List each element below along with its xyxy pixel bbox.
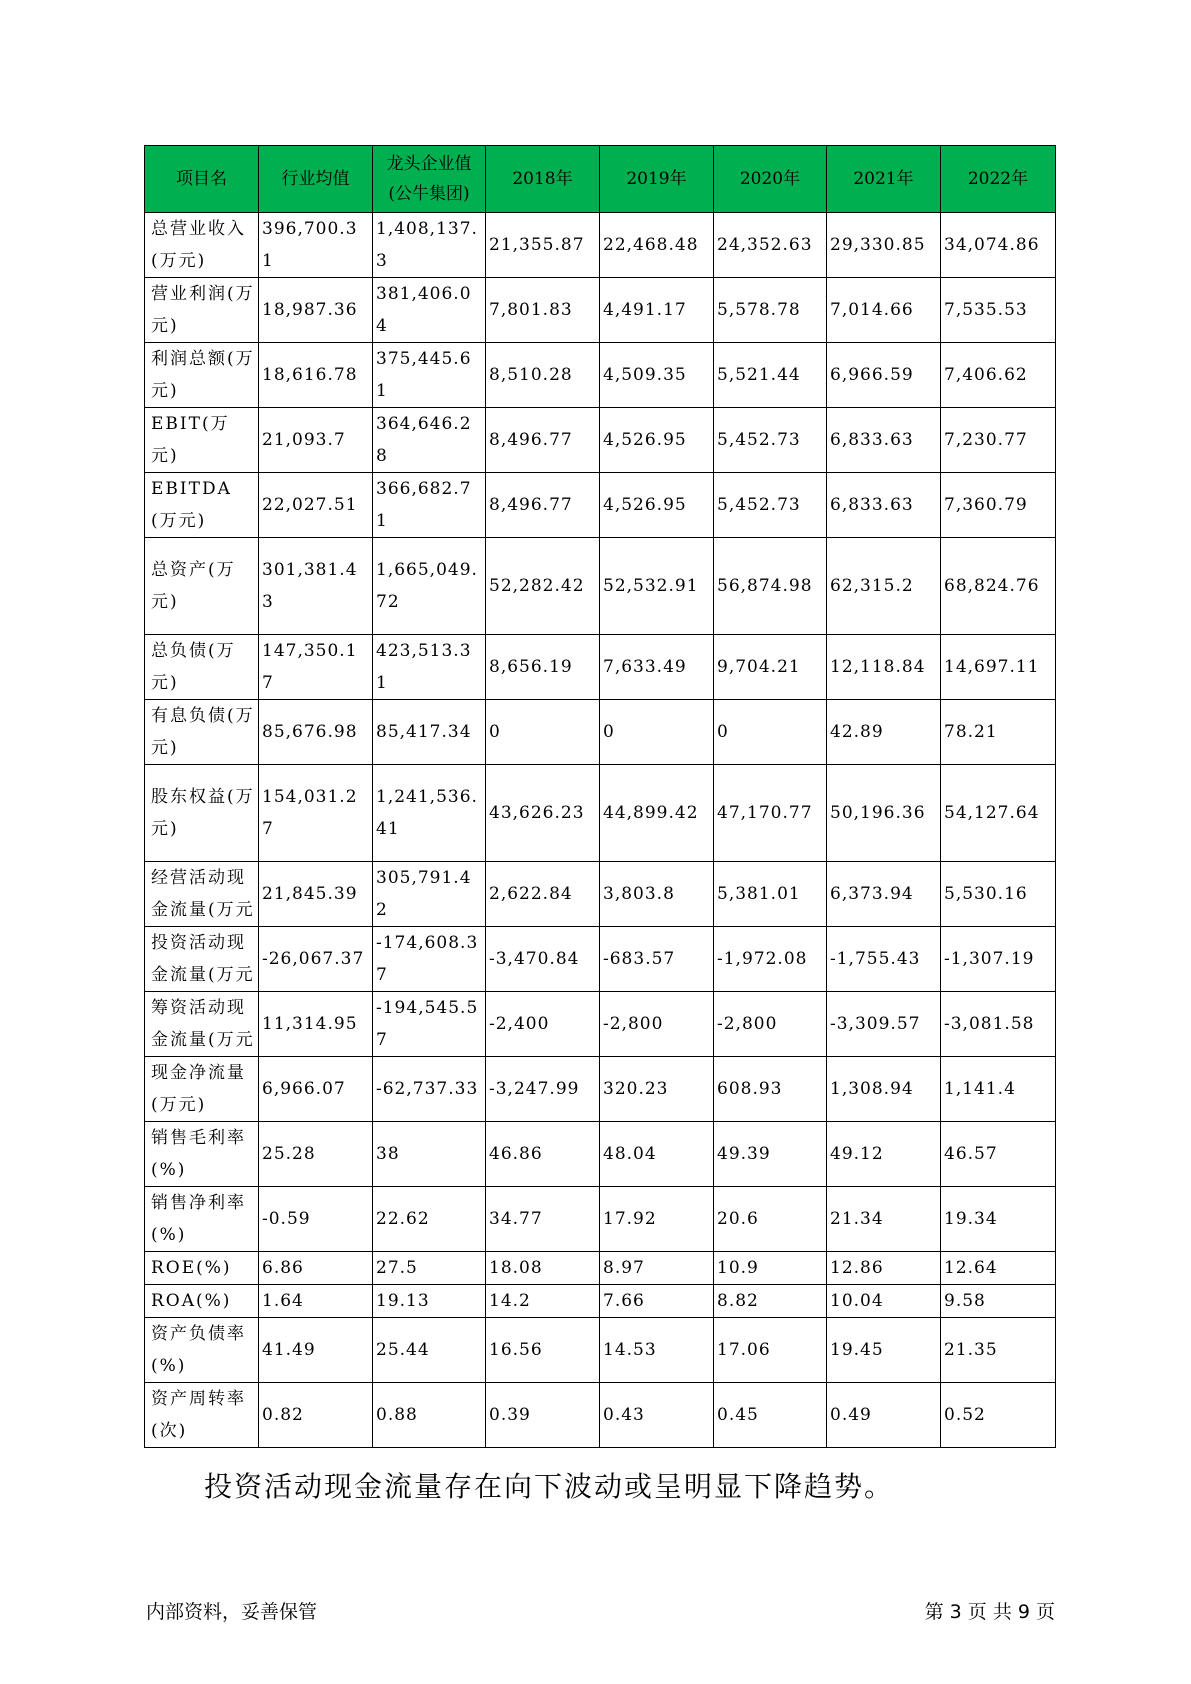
value-cell: -3,470.84 (486, 927, 600, 992)
value-cell: -194,545.57 (373, 992, 486, 1057)
value-cell: 20.6 (714, 1187, 827, 1252)
value-cell: 8,496.77 (486, 473, 600, 538)
row-label: 销售毛利率(%) (145, 1122, 259, 1187)
value-cell: -1,972.08 (714, 927, 827, 992)
value-cell: 6,833.63 (827, 408, 941, 473)
value-cell: 1,141.4 (941, 1057, 1056, 1122)
value-cell: 7,230.77 (941, 408, 1056, 473)
value-cell: 46.57 (941, 1122, 1056, 1187)
value-cell: 34.77 (486, 1187, 600, 1252)
value-cell: 5,578.78 (714, 278, 827, 343)
value-cell: -1,755.43 (827, 927, 941, 992)
value-cell: 34,074.86 (941, 213, 1056, 278)
value-cell: 19.13 (373, 1285, 486, 1318)
value-cell: 0.82 (259, 1383, 373, 1448)
table-row (145, 343, 1056, 408)
value-cell: 8.97 (600, 1252, 714, 1285)
value-cell: 18.08 (486, 1252, 600, 1285)
value-cell: 2,622.84 (486, 862, 600, 927)
value-cell: -2,800 (714, 992, 827, 1057)
value-cell: 14,697.11 (941, 635, 1056, 700)
value-cell: 25.44 (373, 1318, 486, 1383)
value-cell: 4,526.95 (600, 408, 714, 473)
value-cell: 8,496.77 (486, 408, 600, 473)
financial-indicators-table (144, 145, 1056, 1448)
value-cell: 5,381.01 (714, 862, 827, 927)
value-cell: 14.2 (486, 1285, 600, 1318)
header-cell: 2019年 (600, 146, 714, 213)
row-label: 销售净利率(%) (145, 1187, 259, 1252)
value-cell: -26,067.37 (259, 927, 373, 992)
value-cell: 7,014.66 (827, 278, 941, 343)
value-cell: 0.88 (373, 1383, 486, 1448)
table-body (145, 213, 1056, 1448)
table-row (145, 1285, 1056, 1318)
value-cell: 154,031.27 (259, 765, 373, 862)
value-cell: -2,800 (600, 992, 714, 1057)
header-cell: 2021年 (827, 146, 941, 213)
value-cell: 1,408,137.3 (373, 213, 486, 278)
value-cell: 9.58 (941, 1285, 1056, 1318)
value-cell: 364,646.28 (373, 408, 486, 473)
value-cell: -3,309.57 (827, 992, 941, 1057)
value-cell: 42.89 (827, 700, 941, 765)
value-cell: -3,247.99 (486, 1057, 600, 1122)
value-cell: 17.06 (714, 1318, 827, 1383)
value-cell: 7,801.83 (486, 278, 600, 343)
value-cell: 381,406.04 (373, 278, 486, 343)
value-cell: 49.12 (827, 1122, 941, 1187)
value-cell: 6,966.59 (827, 343, 941, 408)
value-cell: 6,833.63 (827, 473, 941, 538)
value-cell: 14.53 (600, 1318, 714, 1383)
value-cell: 54,127.64 (941, 765, 1056, 862)
value-cell: -0.59 (259, 1187, 373, 1252)
value-cell: 0 (486, 700, 600, 765)
value-cell: 19.34 (941, 1187, 1056, 1252)
value-cell: 52,282.42 (486, 538, 600, 635)
value-cell: 78.21 (941, 700, 1056, 765)
value-cell: 46.86 (486, 1122, 600, 1187)
table-row (145, 862, 1056, 927)
summary-text: 投资活动现金流量存在向下波动或呈明显下降趋势。 (204, 1470, 895, 1503)
value-cell: 18,616.78 (259, 343, 373, 408)
table-row (145, 1057, 1056, 1122)
row-label: 经营活动现金流量(万元 (145, 862, 259, 927)
value-cell: 22,027.51 (259, 473, 373, 538)
table-row (145, 278, 1056, 343)
value-cell: 6.86 (259, 1252, 373, 1285)
value-cell: 8,510.28 (486, 343, 600, 408)
value-cell: 0 (600, 700, 714, 765)
value-cell: 5,452.73 (714, 473, 827, 538)
row-label: 股东权益(万元) (145, 765, 259, 862)
value-cell: 608.93 (714, 1057, 827, 1122)
header-cell: 龙头企业值(公牛集团) (373, 146, 486, 213)
value-cell: 1,665,049.72 (373, 538, 486, 635)
row-label: 总营业收入(万元) (145, 213, 259, 278)
header-cell: 项目名 (145, 146, 259, 213)
value-cell: -174,608.37 (373, 927, 486, 992)
value-cell: 62,315.2 (827, 538, 941, 635)
header-cell: 2020年 (714, 146, 827, 213)
table-row (145, 1252, 1056, 1285)
value-cell: 4,491.17 (600, 278, 714, 343)
table-row (145, 927, 1056, 992)
value-cell: 47,170.77 (714, 765, 827, 862)
value-cell: 366,682.71 (373, 473, 486, 538)
value-cell: 305,791.42 (373, 862, 486, 927)
value-cell: 50,196.36 (827, 765, 941, 862)
table-row (145, 992, 1056, 1057)
row-label: ROA(%) (145, 1285, 259, 1318)
value-cell: 1,241,536.41 (373, 765, 486, 862)
value-cell: 10.9 (714, 1252, 827, 1285)
table-row (145, 473, 1056, 538)
value-cell: 0.52 (941, 1383, 1056, 1448)
value-cell: -62,737.33 (373, 1057, 486, 1122)
value-cell: 8.82 (714, 1285, 827, 1318)
value-cell: 41.49 (259, 1318, 373, 1383)
row-label: 有息负债(万元) (145, 700, 259, 765)
value-cell: 21,093.7 (259, 408, 373, 473)
value-cell: 301,381.43 (259, 538, 373, 635)
value-cell: 0 (714, 700, 827, 765)
value-cell: 44,899.42 (600, 765, 714, 862)
row-label: 投资活动现金流量(万元 (145, 927, 259, 992)
header-cell: 行业均值 (259, 146, 373, 213)
value-cell: 38 (373, 1122, 486, 1187)
value-cell: 21.35 (941, 1318, 1056, 1383)
value-cell: 147,350.17 (259, 635, 373, 700)
table-row (145, 1318, 1056, 1383)
row-label: EBIT(万元) (145, 408, 259, 473)
value-cell: 7,406.62 (941, 343, 1056, 408)
value-cell: 21,355.87 (486, 213, 600, 278)
value-cell: 0.43 (600, 1383, 714, 1448)
value-cell: 18,987.36 (259, 278, 373, 343)
value-cell: 6,966.07 (259, 1057, 373, 1122)
table-row (145, 408, 1056, 473)
value-cell: 25.28 (259, 1122, 373, 1187)
table-row (145, 765, 1056, 862)
table-row (145, 538, 1056, 635)
table-row (145, 700, 1056, 765)
header-cell: 2022年 (941, 146, 1056, 213)
value-cell: 11,314.95 (259, 992, 373, 1057)
table-row (145, 1383, 1056, 1448)
value-cell: 43,626.23 (486, 765, 600, 862)
value-cell: 68,824.76 (941, 538, 1056, 635)
value-cell: 0.49 (827, 1383, 941, 1448)
row-label: 资产周转率(次) (145, 1383, 259, 1448)
value-cell: 1.64 (259, 1285, 373, 1318)
value-cell: 85,417.34 (373, 700, 486, 765)
value-cell: 12.86 (827, 1252, 941, 1285)
value-cell: -683.57 (600, 927, 714, 992)
footer-page-number: 第 3 页 共 9 页 (924, 1601, 1055, 1623)
value-cell: 56,874.98 (714, 538, 827, 635)
value-cell: 7,360.79 (941, 473, 1056, 538)
value-cell: 12.64 (941, 1252, 1056, 1285)
value-cell: 9,704.21 (714, 635, 827, 700)
table-row (145, 213, 1056, 278)
value-cell: 4,509.35 (600, 343, 714, 408)
row-label: ROE(%) (145, 1252, 259, 1285)
value-cell: 3,803.8 (600, 862, 714, 927)
value-cell: 21,845.39 (259, 862, 373, 927)
value-cell: 0.39 (486, 1383, 600, 1448)
value-cell: 5,452.73 (714, 408, 827, 473)
value-cell: -2,400 (486, 992, 600, 1057)
value-cell: 85,676.98 (259, 700, 373, 765)
table-row (145, 1187, 1056, 1252)
value-cell: 21.34 (827, 1187, 941, 1252)
value-cell: 29,330.85 (827, 213, 941, 278)
value-cell: 320.23 (600, 1057, 714, 1122)
value-cell: 0.45 (714, 1383, 827, 1448)
table-header-row (145, 146, 1056, 213)
value-cell: 24,352.63 (714, 213, 827, 278)
value-cell: 8,656.19 (486, 635, 600, 700)
value-cell: 27.5 (373, 1252, 486, 1285)
value-cell: 1,308.94 (827, 1057, 941, 1122)
value-cell: 7,633.49 (600, 635, 714, 700)
value-cell: 6,373.94 (827, 862, 941, 927)
table-row (145, 1122, 1056, 1187)
value-cell: 10.04 (827, 1285, 941, 1318)
value-cell: 16.56 (486, 1318, 600, 1383)
value-cell: 48.04 (600, 1122, 714, 1187)
header-cell: 2018年 (486, 146, 600, 213)
value-cell: 375,445.61 (373, 343, 486, 408)
value-cell: 19.45 (827, 1318, 941, 1383)
value-cell: 49.39 (714, 1122, 827, 1187)
value-cell: 396,700.31 (259, 213, 373, 278)
table-row (145, 635, 1056, 700)
row-label: 总负债(万元) (145, 635, 259, 700)
value-cell: 12,118.84 (827, 635, 941, 700)
row-label: 现金净流量(万元) (145, 1057, 259, 1122)
value-cell: 4,526.95 (600, 473, 714, 538)
value-cell: 7,535.53 (941, 278, 1056, 343)
value-cell: -1,307.19 (941, 927, 1056, 992)
row-label: 营业利润(万元) (145, 278, 259, 343)
row-label: 筹资活动现金流量(万元 (145, 992, 259, 1057)
row-label: 总资产(万元) (145, 538, 259, 635)
value-cell: 7.66 (600, 1285, 714, 1318)
row-label: 资产负债率(%) (145, 1318, 259, 1383)
value-cell: 17.92 (600, 1187, 714, 1252)
value-cell: 52,532.91 (600, 538, 714, 635)
row-label: EBITDA(万元) (145, 473, 259, 538)
row-label: 利润总额(万元) (145, 343, 259, 408)
value-cell: 22.62 (373, 1187, 486, 1252)
value-cell: 423,513.31 (373, 635, 486, 700)
value-cell: -3,081.58 (941, 992, 1056, 1057)
value-cell: 5,530.16 (941, 862, 1056, 927)
value-cell: 22,468.48 (600, 213, 714, 278)
footer-confidential-note: 内部资料，妥善保管 (146, 1601, 318, 1623)
value-cell: 5,521.44 (714, 343, 827, 408)
